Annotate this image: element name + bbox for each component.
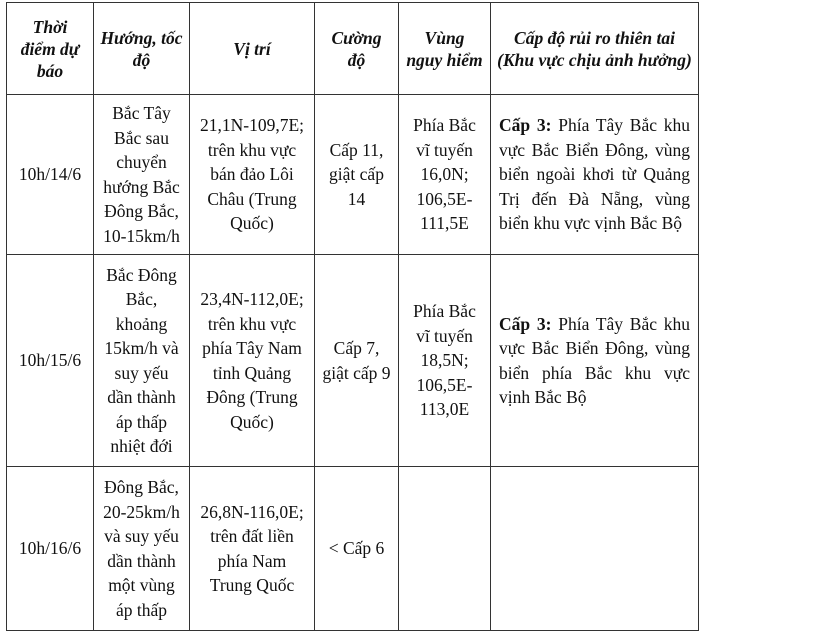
cell-position: 21,1N-109,7E; trên khu vực bán đảo Lôi Châu (Trung Quốc)	[190, 95, 315, 255]
cell-danger-zone: Phía Bắc vĩ tuyến 16,0N; 106,5E-111,5E	[399, 95, 491, 255]
header-risk: Cấp độ rủi ro thiên tai (Khu vực chịu ảnh hưởng)	[491, 3, 699, 95]
cell-risk	[491, 95, 699, 255]
cell-intensity: Cấp 7, giật cấp 9	[315, 255, 399, 467]
table-row	[7, 467, 699, 631]
cell-position: 26,8N-116,0E; trên đất liền phía Nam Trung Quốc	[190, 467, 315, 631]
header-direction: Hướng, tốc độ	[94, 3, 190, 95]
cell-intensity: < Cấp 6	[315, 467, 399, 631]
header-position: Vị trí	[190, 3, 315, 95]
risk-level: Cấp 3:	[499, 313, 552, 334]
table-row	[7, 255, 699, 467]
header-time: Thời điểm dự báo	[7, 3, 94, 95]
header-danger-zone: Vùng nguy hiểm	[399, 3, 491, 95]
cell-risk	[491, 467, 699, 631]
risk-area: Phía Tây Bắc khu vực Bắc Biển Đông, vùng biển phía Bắc khu vực vịnh Bắc Bộ	[499, 313, 690, 407]
header-intensity: Cường độ	[315, 3, 399, 95]
cell-danger-zone	[399, 467, 491, 631]
cell-direction: Đông Bắc, 20-25km/h và suy yếu dần thành một vùng áp thấp	[94, 467, 190, 631]
cell-time: 10h/14/6	[7, 95, 94, 255]
cell-risk	[491, 255, 699, 467]
cell-time: 10h/16/6	[7, 467, 94, 631]
cell-time: 10h/15/6	[7, 255, 94, 467]
cell-direction: Bắc Tây Bắc sau chuyển hướng Bắc Đông Bắc, 10-15km/h	[94, 95, 190, 255]
cell-intensity: Cấp 11, giật cấp 14	[315, 95, 399, 255]
cell-position: 23,4N-112,0E; trên khu vực phía Tây Nam tỉnh Quảng Đông (Trung Quốc)	[190, 255, 315, 467]
table-row	[7, 95, 699, 255]
risk-area: Phía Tây Bắc khu vực Bắc Biển Đông, vùng biển ngoài khơi từ Quảng Trị đến Đà Nẵng, vùng biển khu vực vịnh Bắc Bộ	[499, 115, 690, 234]
risk-level: Cấp 3:	[499, 115, 552, 136]
cell-danger-zone: Phía Bắc vĩ tuyến 18,5N; 106,5E-113,0E	[399, 255, 491, 467]
cell-direction: Bắc Đông Bắc, khoảng 15km/h và suy yếu dần thành áp thấp nhiệt đới	[94, 255, 190, 467]
header-row	[7, 3, 699, 95]
forecast-table	[6, 2, 699, 631]
